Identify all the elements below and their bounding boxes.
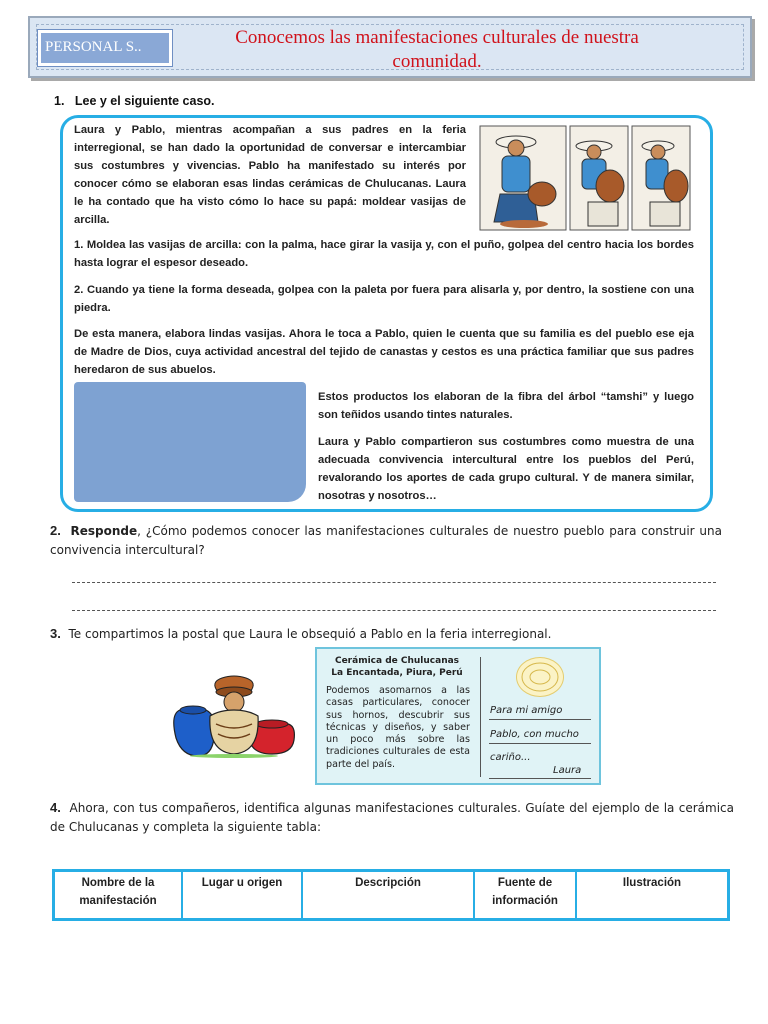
question-2-text: , ¿Cómo podemos conocer las manifestaciones culturales de nuestro pueblo para construir una convivencia intercultural? xyxy=(50,524,722,557)
question-3-text: Te compartimos la postal que Laura le obsequió a Pablo en la feria interregional. xyxy=(68,627,552,641)
question-3-number: 3. xyxy=(50,626,61,641)
postcard-signature: Laura xyxy=(553,765,582,776)
table-header-name: Nombre de la manifestación xyxy=(55,872,183,918)
postcard xyxy=(315,647,601,785)
story-paragraph-2: 1. Moldea las vasijas de arcilla: con la palma, hace girar la vasija y, con el puño, golpea del centro hacia los bordes hasta lograr el espesor deseado. xyxy=(74,239,694,269)
postcard-divider xyxy=(480,657,481,777)
postcard-line-2 xyxy=(489,743,591,744)
table-header-source: Fuente de información xyxy=(475,872,577,918)
blue-image-placeholder xyxy=(74,382,306,502)
postcard-handwriting-1: Para mi amigo xyxy=(490,705,563,716)
story-paragraph-1: Laura y Pablo, mientras acompañan a sus padres en la feria interregional, se han dado la oportunidad de conversar e intercambiar sus costumbres y vivencias. Pablo ha manifestado su interés por conocer cómo se elaboran esas lindas cerámicas de Chulucanas. Laura le ha contado que ha visto cómo lo hace su papá: moldear vasijas de arcilla. xyxy=(74,124,466,226)
question-3 xyxy=(50,624,722,644)
postcard-handwriting-3: cariño... xyxy=(490,752,531,763)
manifestations-table xyxy=(52,869,730,921)
question-1-heading xyxy=(54,94,215,108)
question-1-number: 1. xyxy=(54,94,65,108)
page-title xyxy=(178,26,696,74)
postcard-body: Podemos asomarnos a las casas particulares, conocer sus hornos, descubrir sus técnicas y diseños, y saber un poco más sobre las tradiciones culturales de esta parte del país. xyxy=(326,685,470,770)
table-header-illustration: Ilustración xyxy=(622,877,682,889)
postcard-title-line1: Cerámica de Chulucanas xyxy=(334,656,460,666)
question-2-number: 2. xyxy=(50,523,61,538)
story-paragraph-6: Laura y Pablo compartieron sus costumbres como muestra de una adecuada convivencia intercultural entre los pueblos del Perú, revalorando los aportes de cada grupo cultural. Y de manera similar, nosotras y nosotros… xyxy=(318,436,694,502)
potter-illustration xyxy=(478,124,692,232)
answer-line-2[interactable] xyxy=(72,610,716,611)
table-header-place: Lugar u origen xyxy=(183,872,303,918)
postcard-title-line2: La Encantada, Piura, Perú xyxy=(331,668,463,678)
question-4-text: Ahora, con tus compañeros, identifica algunas manifestaciones culturales. Guíate del ejemplo de la cerámica de Chulucanas y completa la siguiente tabla: xyxy=(50,801,734,834)
question-2-bold: Responde xyxy=(70,524,138,538)
page-title-line1: Conocemos las manifestaciones culturales de nuestra xyxy=(235,27,639,48)
postcard-line-1 xyxy=(489,719,591,720)
postcard-stamp xyxy=(516,657,564,697)
story-paragraph-4: De esta manera, elabora lindas vasijas. Ahora le toca a Pablo, quien le cuenta que su familia es del pueblo ese eja de Madre de Dios, cuya actividad ancestral del tejido de canastas y cestos es una práctica familiar que sus padres heredaron de sus abuelos. xyxy=(74,328,694,376)
page-title-line2: comunidad. xyxy=(392,51,482,72)
postcard-title xyxy=(317,655,477,679)
story-paragraph-3: 2. Cuando ya tiene la forma deseada, golpea con la paleta por fuera para alisarla y, por dentro, la sostiene con una piedra. xyxy=(74,284,694,314)
question-4-number: 4. xyxy=(50,800,61,815)
answer-line-1[interactable] xyxy=(72,582,716,583)
postcard-handwriting-2: Pablo, con mucho xyxy=(490,729,579,740)
story-paragraph-5: Estos productos los elaboran de la fibra del árbol “tamshi” y luego son teñidos usando tintes naturales. xyxy=(318,391,694,421)
question-2 xyxy=(50,521,722,560)
ceramics-illustration xyxy=(170,672,298,758)
question-1-title: Lee y el siguiente caso. xyxy=(74,94,215,108)
table-header-description: Descripción xyxy=(303,872,475,918)
personal-label: PERSONAL S.. xyxy=(38,30,172,66)
postcard-line-3 xyxy=(489,778,591,779)
question-4 xyxy=(50,798,734,837)
